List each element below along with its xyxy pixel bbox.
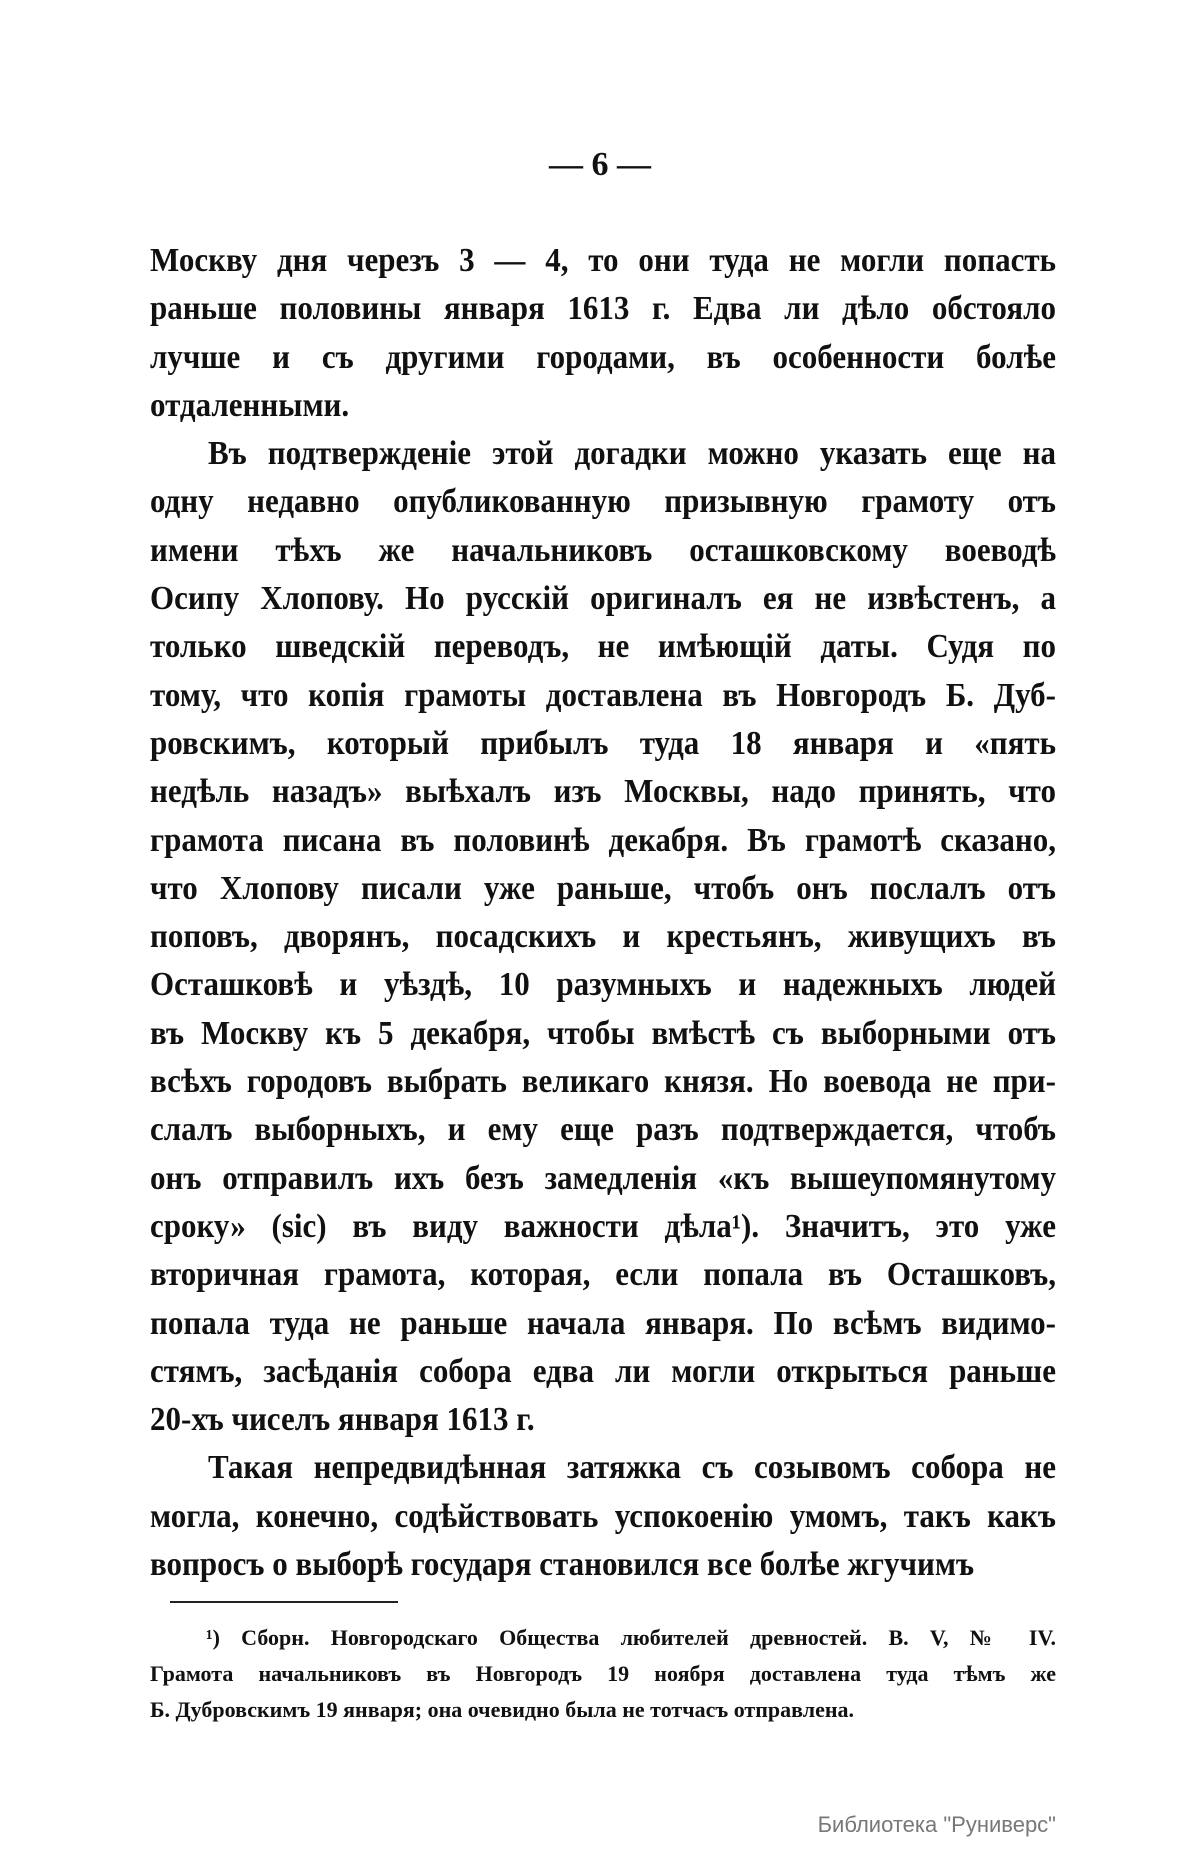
text-line: одну недавно опубликованную призывную грамоту отъ <box>150 482 1056 520</box>
footnote-line: Грамота начальниковъ въ Новгородъ 19 ноября доставлена туда тѣмъ же <box>150 1661 1056 1686</box>
text-line: сроку» (sic) въ виду важности дѣла¹). Значитъ, это уже <box>150 1206 1056 1245</box>
text-line: отдаленными. <box>150 385 350 424</box>
paragraph <box>150 236 1056 429</box>
text-line: онъ отправилъ ихъ безъ замедленія «къ вышеупомянутому <box>150 1158 1056 1196</box>
text-line: что Хлопову писали уже раньше, чтобъ онъ послалъ отъ <box>150 868 1056 907</box>
text-line: поповъ, дворянъ, посадскихъ и крестьянъ, живущихъ въ <box>150 916 1056 955</box>
text-line: ровскимъ, который прибылъ туда 18 января и «пять <box>150 723 1056 762</box>
text-line: недѣль назадъ» выѣхалъ изъ Москвы, надо принять, что <box>150 771 1056 810</box>
text-line: Осташковѣ и уѣздѣ, 10 разумныхъ и надежныхъ людей <box>150 965 1056 1003</box>
footnote-divider <box>170 1601 398 1603</box>
text-line: вопросъ о выборѣ государя становился все болѣе жгучимъ <box>150 1544 975 1583</box>
text-line: тому, что копія грамоты доставлена въ Новгородъ Б. Дуб- <box>150 675 1056 714</box>
text-line: слалъ выборныхъ, и ему еще разъ подтверждается, чтобъ <box>150 1109 1056 1148</box>
text-line: Осипу Хлопову. Но русскій оригиналъ ея не извѣстенъ, а <box>150 578 1056 617</box>
page-number: — 6 — <box>549 146 651 183</box>
text-line: Такая непредвидѣнная затяжка съ созывомъ собора не <box>208 1447 1056 1486</box>
paragraph <box>150 1443 1056 1588</box>
text-line: Въ подтвержденіе этой догадки можно указать еще на <box>208 433 1056 472</box>
footnote-line: ¹) Сборн. Новгородскаго Общества любителей древностей. В. V, № IV. <box>206 1625 1056 1650</box>
text-line: Москву дня черезъ 3 — 4, то они туда не могли попасть <box>150 240 1056 279</box>
text-line: раньше половины января 1613 г. Едва ли дѣло обстояло <box>150 288 1056 327</box>
text-line: грамота писана въ половинѣ декабря. Въ грамотѣ сказано, <box>150 820 1056 858</box>
text-line: въ Москву къ 5 декабря, чтобы вмѣстѣ съ выборными отъ <box>150 1013 1056 1052</box>
paragraph <box>150 429 1056 1443</box>
text-line: 20-хъ чиселъ января 1613 г. <box>150 1399 535 1438</box>
footnotes <box>150 1620 1056 1728</box>
body-text <box>150 236 1056 1588</box>
text-line: имени тѣхъ же начальниковъ осташковскому воеводѣ <box>150 530 1056 569</box>
text-line: всѣхъ городовъ выбрать великаго князя. Но воевода не при- <box>150 1061 1056 1100</box>
footnote-line: Б. Дубровскимъ 19 января; она очевидно была не тотчасъ отправлена. <box>150 1697 855 1722</box>
text-line: могла, конечно, содѣйствовать успокоенію умомъ, такъ какъ <box>150 1496 1056 1535</box>
library-watermark: Библиотека "Руниверс" <box>817 1812 1056 1837</box>
text-line: вторичная грамота, которая, если попала въ Осташковъ, <box>150 1254 1056 1293</box>
text-line: попала туда не раньше начала января. По всѣмъ видимо- <box>150 1303 1056 1341</box>
text-line: лучше и съ другими городами, въ особенности болѣе <box>150 337 1056 375</box>
text-line: только шведскій переводъ, не имѣющій даты. Судя по <box>150 626 1056 665</box>
text-line: стямъ, засѣданія собора едва ли могли открыться раньше <box>150 1351 1056 1390</box>
